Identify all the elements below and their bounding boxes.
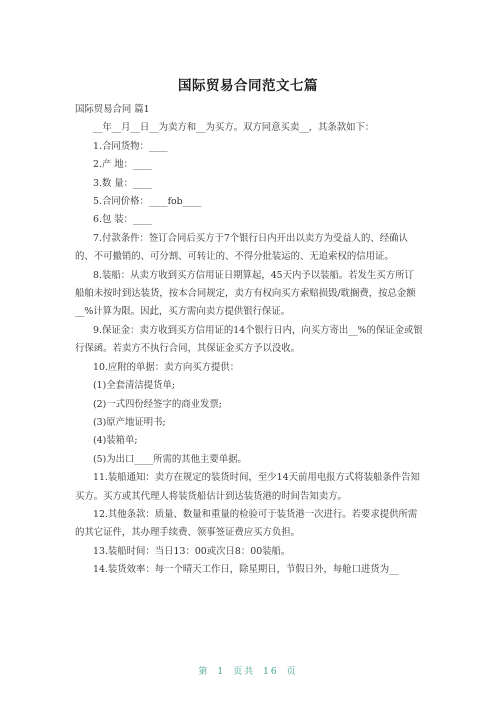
paragraph: 8.装船：从卖方收到买方信用证日期算起，45天内予以装船。若发生买方所订船舶未按时到达装货，按本合同规定，卖方有权向买方索赔损毁/耽搁费，按总金额__%计算为限。因此，买方需向卖方提供银行保证。 <box>75 269 416 318</box>
paragraph: 14.装货效率：每一个晴天工作日，除星期日，节假日外，每舱口进货为__ <box>93 564 399 576</box>
document-body <box>75 101 423 580</box>
paragraph: 12.其他条款：质量、数量和重量的检验可于装货港一次进行。若要求提供所需的其它证件，其办理手续费、领事签证费应买方负担。 <box>75 508 418 539</box>
footer-middle: 页共 <box>233 667 256 677</box>
paragraph: 2.产 地：____ <box>93 159 152 171</box>
footer-suffix: 页 <box>286 667 298 677</box>
paragraph: 3.数 量：____ <box>93 177 152 189</box>
footer-page-number: 1 <box>217 667 226 677</box>
paragraph: (4)装箱单; <box>93 435 138 447</box>
paragraph: (2)一式四份经签字的商业发票; <box>93 398 222 410</box>
paragraph: 6.包 装：____ <box>93 214 152 226</box>
paragraph: (5)为出口____所需的其他主要单据。 <box>93 453 247 465</box>
paragraph: 9.保证金：卖方收到买方信用证的14个银行日内，向买方寄出__%的保证金或银行保函。若卖方不执行合同，其保证金买方予以没收。 <box>75 324 423 355</box>
paragraph: (1)全套清洁提货单; <box>93 380 176 392</box>
paragraph: __年__月__日__为卖方和__为买方。双方同意买卖__，其条款如下： <box>93 122 375 134</box>
paragraph: 13.装船时间：当日13：00或次日8：00装船。 <box>93 545 291 557</box>
paragraph: 7.付款条件：签订合同后买方于7个银行日内开出以卖方为受益人的、经确认的、不可撤销的、可分割、可转让的、不得分批装运的、无追索权的信用证。 <box>75 232 408 263</box>
paragraph: 1.合同货物：____ <box>93 140 168 152</box>
section-heading: 国际贸易合同 篇1 <box>75 104 150 115</box>
footer-total-pages: 16 <box>263 667 279 677</box>
paragraph: 11.装船通知：卖方在规定的装货时间，至少14天前用电报方式将装船条件告知买方。买方或其代理人将装货船估计到达装货港的时间告知卖方。 <box>75 472 420 502</box>
paragraph: 5.合同价格：____fob____ <box>93 196 202 208</box>
paragraph: (3)原产地证明书; <box>93 416 166 428</box>
paragraph: 10.应附的单据：卖方向买方提供： <box>93 361 240 373</box>
document-title: 国际贸易合同范文七篇 <box>178 78 318 94</box>
footer-prefix: 第 <box>198 667 210 677</box>
page-footer <box>0 664 496 677</box>
